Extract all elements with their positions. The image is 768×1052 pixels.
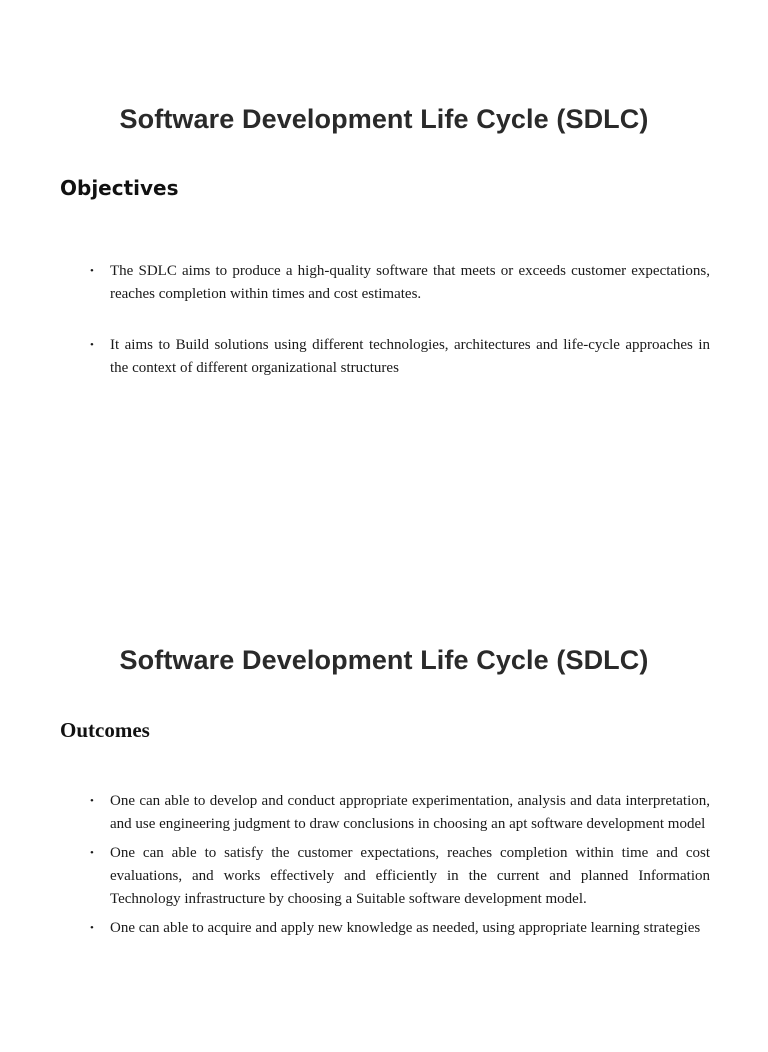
outcomes-list <box>90 790 710 946</box>
bullet-text: The SDLC aims to produce a high-quality software that meets or exceeds customer expectations, reaches completion within times and cost estimates. <box>110 263 710 302</box>
list-item <box>90 842 710 911</box>
section-heading-outcomes: Outcomes <box>60 718 150 742</box>
list-item <box>90 334 710 380</box>
section-heading-objectives: Objectives <box>60 176 179 200</box>
slide-outcomes <box>0 540 768 1052</box>
bullet-icon: • <box>90 847 94 859</box>
list-item <box>90 260 710 306</box>
bullet-text: One can able to satisfy the customer expectations, reaches completion within time and cost evaluations, and works effectively and efficiently in the current and planned Information Technology infrastructure by choosing a Suitable software development model. <box>110 845 710 907</box>
bullet-text: One can able to develop and conduct appropriate experimentation, analysis and data interpretation, and use engineering judgment to draw conclusions in choosing an apt software development model <box>110 793 710 832</box>
bullet-text: It aims to Build solutions using different technologies, architectures and life-cycle approaches in the context of different organizational structures <box>110 337 710 376</box>
bullet-icon: • <box>90 265 94 277</box>
bullet-icon: • <box>90 922 94 934</box>
list-item <box>90 917 710 940</box>
slide-title: Software Development Life Cycle (SDLC) <box>119 645 649 675</box>
bullet-icon: • <box>90 795 94 807</box>
list-item <box>90 790 710 836</box>
bullet-text: One can able to acquire and apply new knowledge as needed, using appropriate learning strategies <box>110 920 701 936</box>
slide-objectives <box>0 0 768 512</box>
objectives-list <box>90 260 710 408</box>
slide-title: Software Development Life Cycle (SDLC) <box>119 104 649 134</box>
bullet-icon: • <box>90 339 94 351</box>
